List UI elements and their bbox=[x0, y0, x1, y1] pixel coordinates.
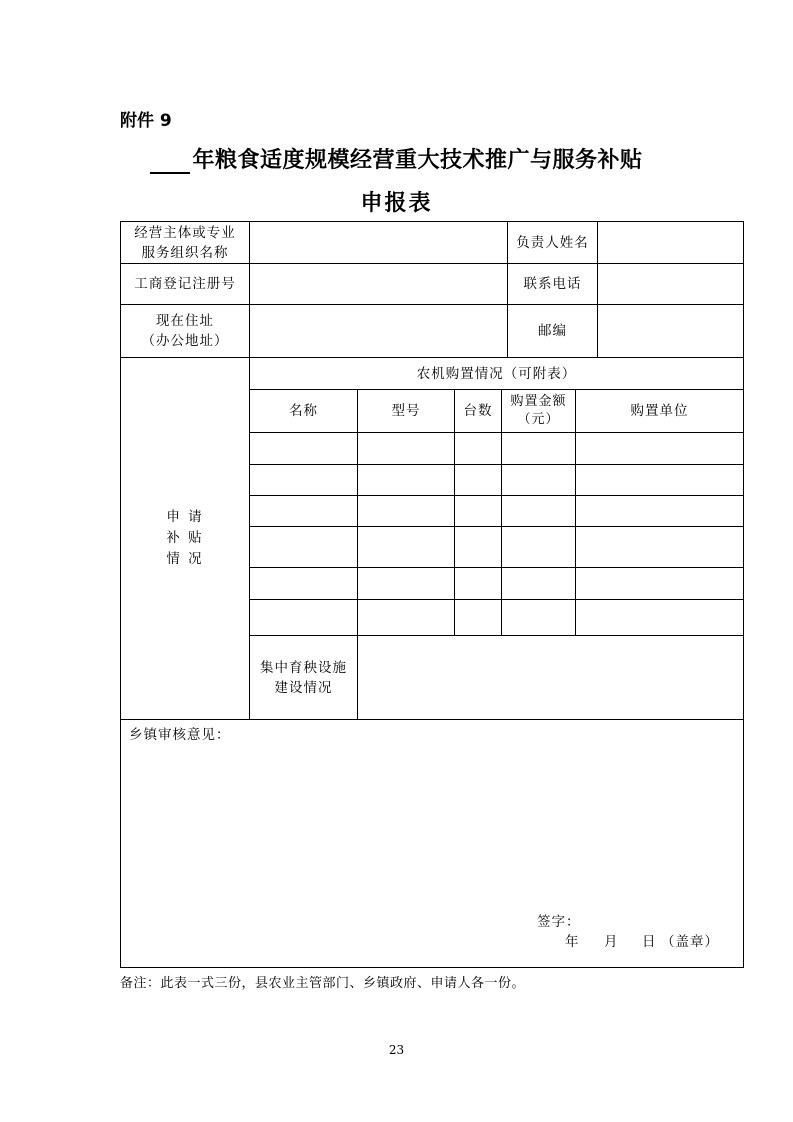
address-label: 现在住址 （办公地址） bbox=[141, 313, 229, 349]
application-form-table bbox=[120, 221, 744, 968]
form-title-text: 年粮食适度规模经营重大技术推广与服务补贴 bbox=[192, 148, 643, 173]
subsidy-section-label: 申 请 补 贴 情 况 bbox=[166, 509, 204, 567]
facility-field[interactable] bbox=[358, 636, 743, 719]
person-field[interactable] bbox=[598, 222, 743, 263]
reg-number-label: 工商登记注册号 bbox=[134, 276, 236, 292]
year-blank bbox=[150, 152, 190, 174]
entity-name-field[interactable] bbox=[250, 222, 507, 263]
footer-note: 备注：此表一式三份，县农业主管部门、乡镇政府、申请人各一份。 bbox=[120, 976, 526, 991]
signature-label: 签字： bbox=[537, 914, 581, 930]
person-label: 负责人姓名 bbox=[516, 234, 589, 251]
phone-field[interactable] bbox=[598, 264, 743, 304]
date-day: 日 bbox=[642, 934, 656, 950]
reg-number-field[interactable] bbox=[250, 264, 507, 304]
address-field[interactable] bbox=[250, 305, 507, 357]
col-model-header: 型号 bbox=[391, 403, 421, 419]
phone-label: 联系电话 bbox=[523, 276, 582, 292]
postcode-field[interactable] bbox=[598, 305, 743, 357]
town-opinion-label: 乡镇审核意见： bbox=[129, 727, 231, 743]
col-name-header: 名称 bbox=[289, 403, 318, 419]
seal-label: （盖章） bbox=[661, 934, 719, 950]
date-month: 月 bbox=[604, 934, 618, 950]
attachment-label: 附件 9 bbox=[120, 111, 172, 131]
date-year: 年 bbox=[565, 934, 579, 950]
page-number: 23 bbox=[388, 1043, 405, 1057]
col-amount-header: 购置金额 （元） bbox=[510, 394, 567, 427]
form-title bbox=[0, 143, 793, 174]
col-unit-header: 购置单位 bbox=[630, 403, 689, 419]
form-subtitle: 申报表 bbox=[360, 191, 433, 216]
machine-purchase-header: 农机购置情况（可附表） bbox=[416, 365, 577, 382]
col-count-header: 台数 bbox=[463, 403, 493, 419]
facility-label: 集中育秧设施 建设情况 bbox=[260, 659, 347, 696]
entity-name-label: 经营主体或专业 服务组织名称 bbox=[134, 224, 236, 261]
postcode-label: 邮编 bbox=[538, 323, 567, 339]
